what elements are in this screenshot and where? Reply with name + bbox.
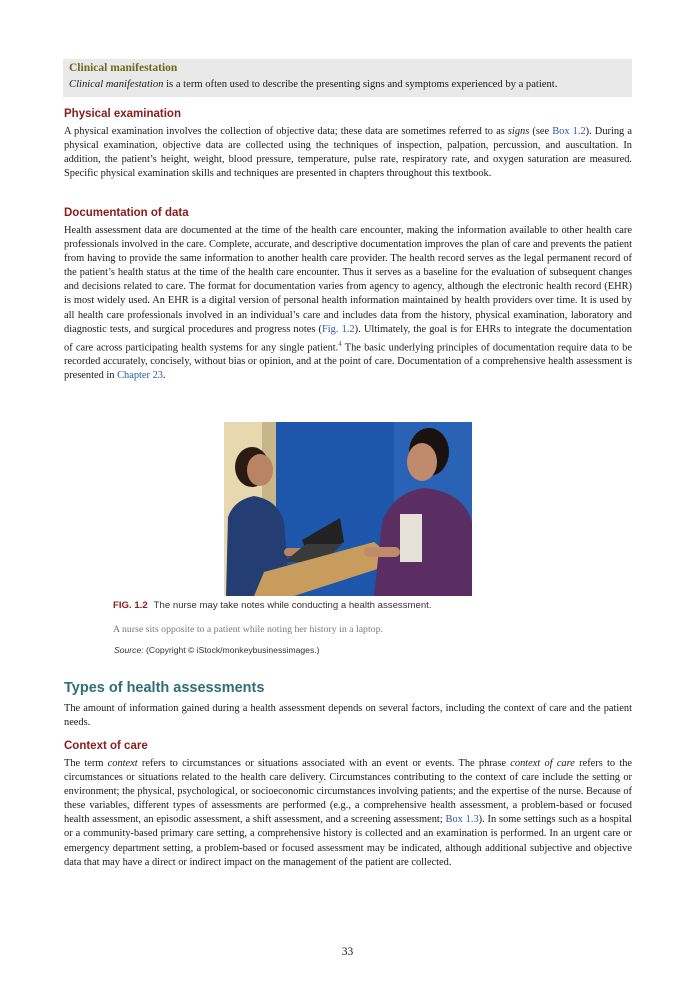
definition-box-text: Clinical manifestation is a term often used to describe the presenting signs and symptoms experienced by a patient. [69,79,558,90]
figure-alt-text: A nurse sits opposite to a patient while noting her history in a laptop. [113,624,383,635]
reference-superscript[interactable]: 4 [338,339,342,348]
paragraph-context-of-care: The term context refers to circumstances or situations associated with an event or events. The phrase context of care refers to the circumstances or situations related to the health care delivery. Circumstances contributing to the context of care include the setting or environment; the physical, psychological, or socioeconomic circumstances involving patients; and the expertise of the nurse. Because of these variables, different types of assessments are performed (e.g., a comprehensive health assessment, a problem-based or focused health assessment, an episodic assessment, a shift assessment, and a screening assessment; Box 1.3). In some settings such as a hospital or a community-based primary care setting, a comprehensive history is collected and an examination is performed. In an urgent care or emergency department setting, a problem-based or focused assessment may be indicated, although additional subjective and objective data that may have a direct or indirect impact on the management of the patient are collected. [64,758,633,868]
heading-physical-examination: Physical examination [64,108,181,120]
link-box-1-3[interactable]: Box 1.3 [445,814,479,826]
figure-caption: FIG. 1.2 The nurse may take notes while conducting a health assessment. [113,600,432,611]
figure-photo-nurse-patient [224,422,472,596]
definition-term: Clinical manifestation [69,79,164,90]
link-fig-1-2[interactable]: Fig. 1.2 [321,323,355,335]
figure-label: FIG. 1.2 [113,600,148,611]
paragraph-physical-examination: A physical examination involves the collection of objective data; these data are sometimes referred to as signs (see Box 1.2). During a physical examination, objective data are collected using the techniques of inspection, palpation, percussion, and auscultation. In addition, the patient’s height, weight, blood pressure, temperature, pulse rate, respiratory rate, and oxygen saturation are measured. Specific physical examination skills and techniques are presented in chapters throughout this textbook. [64,126,632,180]
heading-context-of-care: Context of care [64,740,148,752]
heading-types-of-health-assessments: Types of health assessments [64,680,265,696]
page-number: 33 [341,946,354,958]
figure-source: Source: (Copyright © iStock/monkeybusinessimages.) [114,645,320,655]
definition-box-title: Clinical manifestation [69,62,178,74]
link-chapter-23[interactable]: Chapter 23 [117,370,163,382]
heading-documentation-of-data: Documentation of data [64,207,189,219]
paragraph-types: The amount of information gained during a health assessment depends on several factors, including the context of care and the patient needs. [64,703,632,729]
link-box-1-2[interactable]: Box 1.2 [552,126,586,137]
definition-box [63,59,632,97]
paragraph-documentation: Health assessment data are documented at the time of the health care encounter, making the information available to other health care professionals involved in the care. Complete, accurate, and descriptive documentation improves the plan of care and prevents the patient from having to provide the same information to another health care provider. The health record serves as the legal permanent record of the patient’s health status at the time of the health care encounter. Thus it serves as a baseline for the evaluation of subsequent changes and decisions related to care. The format for documentation varies from agency to agency, although the electronic health record (EHR) is most widely used. An EHR is a digital version of personal health information maintained by health providers over time. It is used by all health care professionals involved in an individual’s care and includes data from the history, physical examination, laboratory and diagnostic tests, and surgical procedures and progress notes (Fig. 1.2). Ultimately, the goal is for EHRs to integrate the documentation of care across participating health systems for any single patient.$^4$ The basic underlying principles of documentation require data to be recorded accurately, concisely, without bias or opinion, and at the point of care. Documentation of a comprehensive health assessment is presented in Chapter 23. [64,225,632,382]
